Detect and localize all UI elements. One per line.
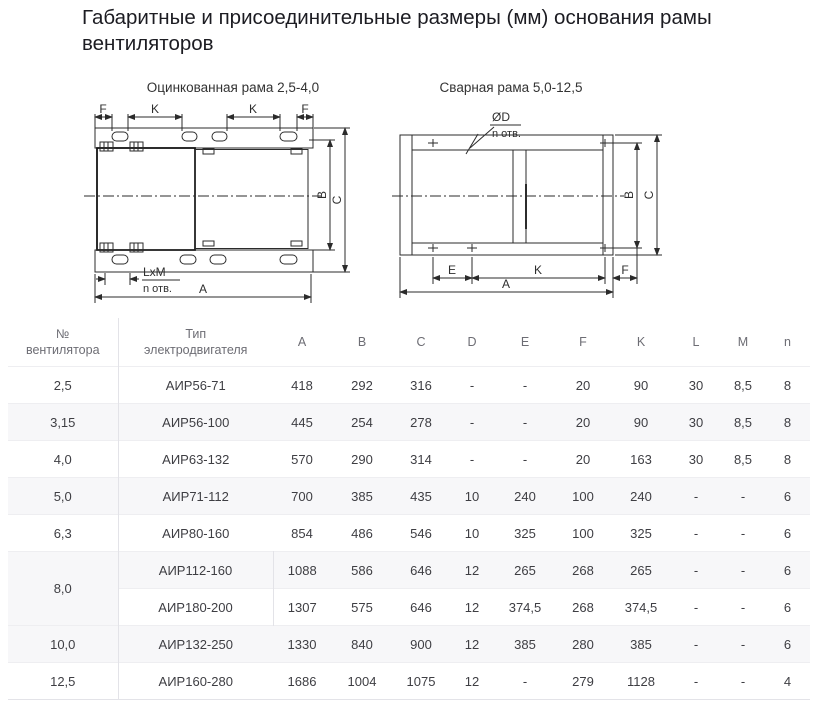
label-n-holes: n отв. [143,283,172,295]
cell-A: 1307 [273,589,331,626]
galvanized-frame-graphic [84,114,350,303]
cell-M: - [721,478,765,515]
cell-D: - [449,404,495,441]
cell-B: 385 [331,478,393,515]
col-header-L: L [692,335,700,349]
cell-A: 854 [273,515,331,552]
cell-fan-number: 8,0 [8,552,118,626]
cell-E: - [495,367,555,404]
col-header-D: D [467,335,477,349]
cell-C: 1075 [393,663,449,700]
col-header-fan-number: № вентилятора [8,318,118,367]
label-F-left: F [99,102,107,116]
cell-F: 100 [555,478,611,515]
cell-motor-type: АИР56-71 [118,367,273,404]
frame-left-section [97,148,195,250]
table-row [8,589,810,626]
cell-L: - [671,552,721,589]
cell-fan-number: 5,0 [8,478,118,515]
cell-C: 314 [393,441,449,478]
cell-n: 6 [765,515,810,552]
cell-M: - [721,515,765,552]
cell-C: 435 [393,478,449,515]
cell-L: 30 [671,367,721,404]
table-row [8,367,810,404]
cell-K: 90 [611,404,671,441]
cell-E: - [495,404,555,441]
dimensions-table [8,318,810,700]
cell-A: 700 [273,478,331,515]
cell-D: - [449,441,495,478]
cell-A: 1686 [273,663,331,700]
label-n-holes: n отв. [492,128,521,140]
cell-F: 268 [555,589,611,626]
table-row [8,441,810,478]
cell-K: 374,5 [611,589,671,626]
right-drawing-title: Сварная рама 5,0-12,5 [439,80,583,95]
cell-n: 8 [765,404,810,441]
cell-M: - [721,589,765,626]
cell-D: 12 [449,663,495,700]
cell-L: - [671,589,721,626]
label-K: K [533,263,543,277]
cell-motor-type: АИР71-112 [118,478,273,515]
cell-B: 292 [331,367,393,404]
cell-E: 385 [495,626,555,663]
cell-E: 240 [495,478,555,515]
cell-motor-type: АИР112-160 [118,552,273,589]
cell-F: 268 [555,552,611,589]
cell-L: - [671,626,721,663]
cell-E: 265 [495,552,555,589]
cell-K: 265 [611,552,671,589]
cell-D: 12 [449,552,495,589]
cell-A: 1330 [273,626,331,663]
cell-K: 385 [611,626,671,663]
cell-L: - [671,515,721,552]
cell-B: 1004 [331,663,393,700]
cell-E: 325 [495,515,555,552]
col-header-F: F [579,335,587,349]
drawing-galvanized-frame [58,76,408,316]
cell-B: 586 [331,552,393,589]
label-B: B [315,190,329,200]
label-F: F [621,263,629,277]
cell-A: 418 [273,367,331,404]
page-title: Габаритные и присоединительные размеры (мм) основания рамы вентиляторов [82,6,712,55]
cell-D: - [449,367,495,404]
cell-F: 20 [555,441,611,478]
label-diameter-D: ØD [492,110,510,124]
cell-M: 8,5 [721,441,765,478]
label-K-left: K [150,102,160,116]
label-A: A [198,282,208,296]
bottom-flange [95,250,313,272]
cell-n: 4 [765,663,810,700]
cell-n: 6 [765,552,810,589]
drawing-welded-frame [392,76,732,316]
table-row [8,552,810,589]
frame-right-section [195,150,308,249]
cell-motor-type: АИР80-160 [118,515,273,552]
cell-L: 30 [671,404,721,441]
cell-n: 6 [765,626,810,663]
cell-n: 6 [765,589,810,626]
cell-F: 280 [555,626,611,663]
cell-motor-type: АИР132-250 [118,626,273,663]
label-LxM: LxM [143,265,166,279]
left-drawing-title: Оцинкованная рама 2,5-4,0 [146,80,320,95]
cell-M: 8,5 [721,367,765,404]
cell-B: 486 [331,515,393,552]
cell-B: 575 [331,589,393,626]
col-header-C: C [416,335,426,349]
cell-M: - [721,626,765,663]
cell-M: - [721,663,765,700]
cell-A: 570 [273,441,331,478]
cell-A: 445 [273,404,331,441]
col-header-n: n [784,335,791,349]
col-header-M: M [737,335,749,349]
table-row [8,404,810,441]
cell-motor-type: АИР160-280 [118,663,273,700]
cell-L: - [671,663,721,700]
cell-n: 8 [765,441,810,478]
cell-B: 254 [331,404,393,441]
label-B: B [622,190,636,200]
bolts [100,142,302,252]
cell-E: 374,5 [495,589,555,626]
table-header-row [8,318,810,367]
cell-D: 12 [449,589,495,626]
col-header-B: B [357,335,367,349]
label-E: E [447,263,457,277]
label-C: C [642,190,656,200]
cell-motor-type: АИР56-100 [118,404,273,441]
cell-K: 163 [611,441,671,478]
cell-C: 316 [393,367,449,404]
table-row [8,478,810,515]
cell-fan-number: 10,0 [8,626,118,663]
welded-frame-body [400,135,613,255]
cell-F: 20 [555,404,611,441]
cell-L: 30 [671,441,721,478]
col-header-motor-type: Тип электродвигателя [144,327,248,357]
cell-A: 1088 [273,552,331,589]
label-K-right: K [248,102,258,116]
cell-B: 840 [331,626,393,663]
table-row [8,663,810,700]
cell-B: 290 [331,441,393,478]
col-header-A: A [297,335,307,349]
table-row [8,626,810,663]
cell-n: 6 [765,478,810,515]
cell-F: 20 [555,367,611,404]
cell-C: 546 [393,515,449,552]
cell-E: - [495,441,555,478]
cell-M: 8,5 [721,404,765,441]
cell-F: 100 [555,515,611,552]
cell-D: 10 [449,515,495,552]
cell-M: - [721,552,765,589]
label-F-right: F [301,102,309,116]
cell-D: 12 [449,626,495,663]
cell-K: 90 [611,367,671,404]
cell-D: 10 [449,478,495,515]
cell-fan-number: 6,3 [8,515,118,552]
col-header-K: K [636,335,646,349]
cell-motor-type: АИР63-132 [118,441,273,478]
cell-fan-number: 2,5 [8,367,118,404]
cell-C: 646 [393,589,449,626]
cell-K: 325 [611,515,671,552]
cell-C: 900 [393,626,449,663]
cell-K: 240 [611,478,671,515]
cell-C: 646 [393,552,449,589]
table-row [8,515,810,552]
cell-F: 279 [555,663,611,700]
cell-C: 278 [393,404,449,441]
label-A: A [501,277,511,291]
cell-fan-number: 4,0 [8,441,118,478]
cell-K: 1128 [611,663,671,700]
cell-motor-type: АИР180-200 [118,589,273,626]
cell-n: 8 [765,367,810,404]
col-header-E: E [520,335,530,349]
cell-fan-number: 3,15 [8,404,118,441]
cell-L: - [671,478,721,515]
cell-fan-number: 12,5 [8,663,118,700]
cell-E: - [495,663,555,700]
label-C: C [330,195,344,205]
